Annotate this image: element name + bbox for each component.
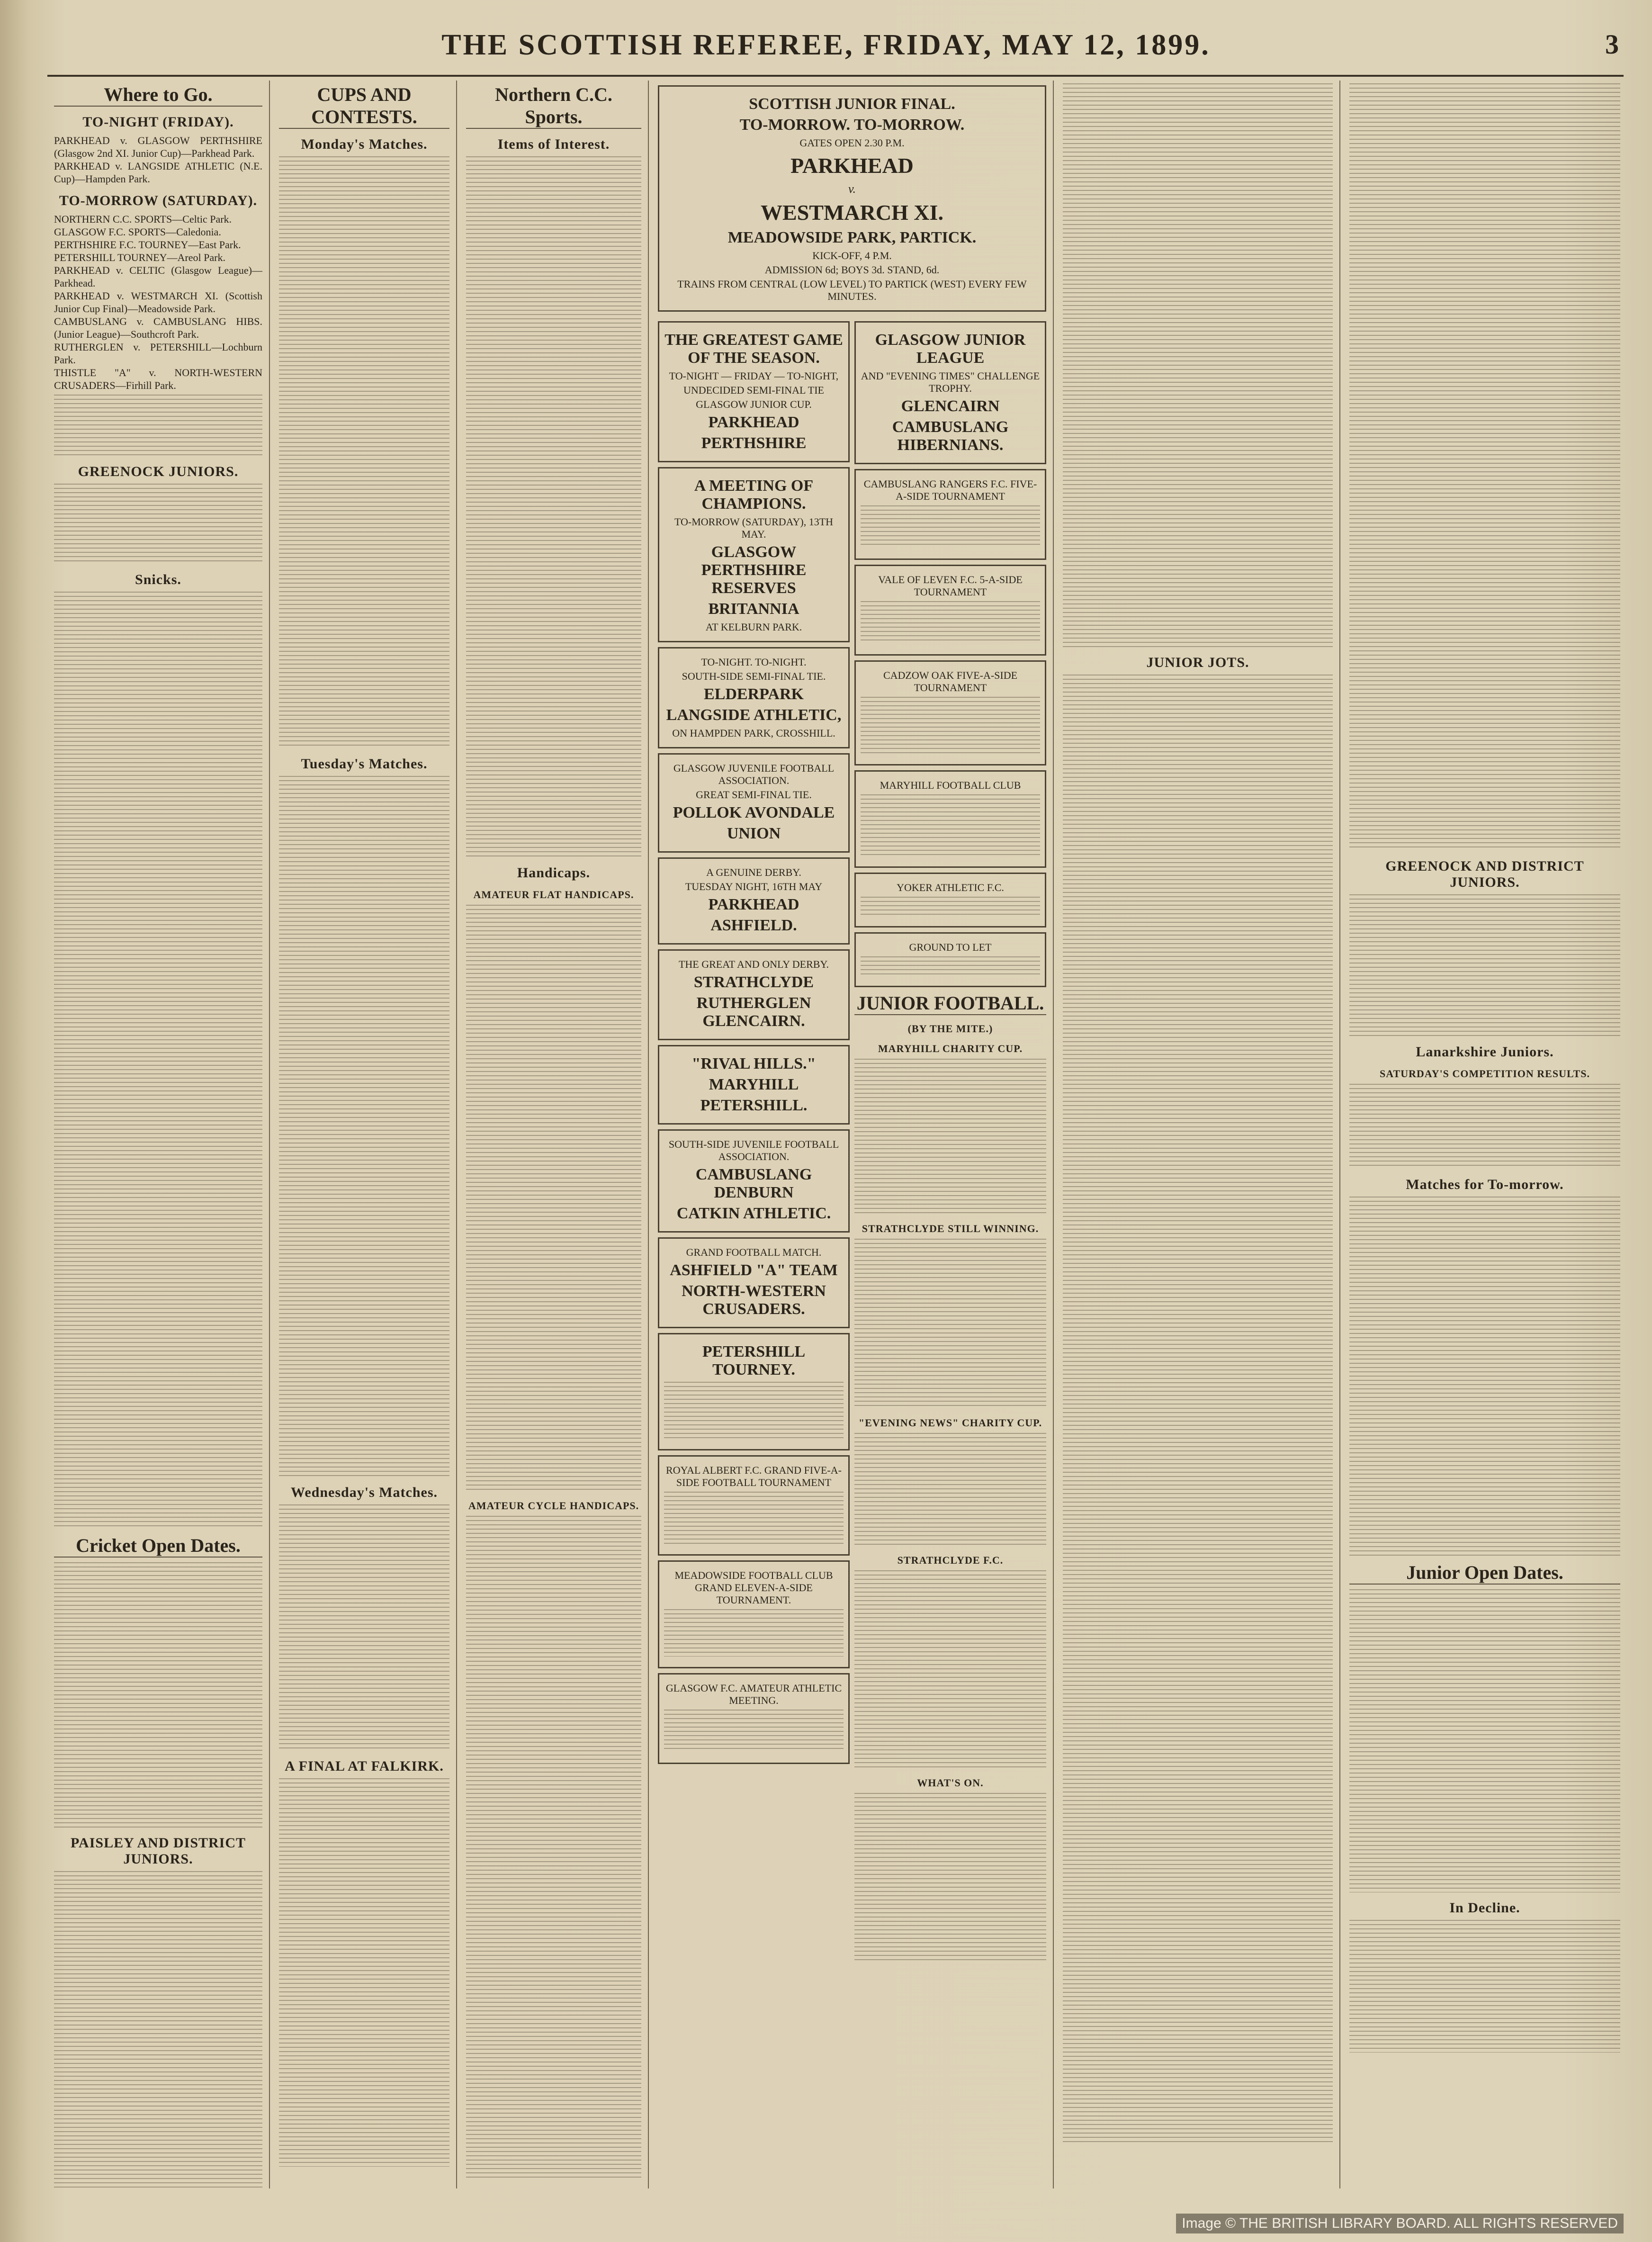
ad-line: ADMISSION 6d; BOYS 3d. STAND, 6d.	[764, 264, 940, 276]
list-item: PARKHEAD v. WESTMARCH XI. (Scottish Junior Cup Final)—Meadowside Park.	[54, 290, 262, 315]
ad-title: YOKER ATHLETIC F.C.	[897, 882, 1004, 893]
body-text	[466, 156, 641, 857]
tomorrow-heading: TO-MORROW (SATURDAY).	[59, 193, 258, 208]
ad-juvenile-association	[658, 753, 850, 853]
northern-sports-heading: Northern C.C. Sports.	[466, 83, 641, 129]
ad-maryhill-fc	[854, 770, 1046, 868]
ad-team: PARKHEAD	[708, 896, 799, 913]
ad-title: THE GREAT AND ONLY DERBY.	[678, 958, 829, 970]
body-text	[54, 592, 262, 1530]
body-text	[279, 776, 449, 1477]
ad-team: GLASGOW PERTHSHIRE RESERVES	[701, 543, 807, 597]
list-item: THISTLE "A" v. NORTH-WESTERN CRUSADERS—Firhill Park.	[54, 367, 262, 391]
wednesday-matches-heading: Wednesday's Matches.	[290, 1485, 438, 1500]
ad-body	[664, 1710, 844, 1752]
ad-column-right	[854, 316, 1046, 1968]
ad-line: TO-MORROW (SATURDAY), 13TH MAY.	[674, 516, 834, 540]
ad-title: A GENUINE DERBY.	[706, 866, 801, 878]
handicaps-heading: Handicaps.	[517, 865, 591, 881]
amateur-cycle-heading: AMATEUR CYCLE HANDICAPS.	[468, 1500, 639, 1512]
body-text	[1349, 1197, 1620, 1557]
ad-team: STRATHCLYDE	[693, 973, 814, 991]
body-text	[279, 156, 449, 748]
ad-south-side-semi	[658, 647, 850, 748]
ad-title: SCOTTISH JUNIOR FINAL.	[749, 95, 955, 113]
body-text	[854, 1570, 1046, 1769]
masthead-rule	[47, 75, 1624, 77]
ad-southside-juvenile	[658, 1129, 850, 1233]
cricket-open-dates-heading: Cricket Open Dates.	[54, 1534, 262, 1558]
amateur-flat-heading: AMATEUR FLAT HANDICAPS.	[473, 889, 634, 900]
ad-title: THE GREATEST GAME OF THE SEASON.	[664, 331, 843, 367]
ad-yoker-athletic	[854, 873, 1046, 927]
saturday-results-heading: SATURDAY'S COMPETITION RESULTS.	[1379, 1068, 1590, 1080]
body-text	[854, 1239, 1046, 1409]
strathclyde-heading: STRATHCLYDE STILL WINNING.	[862, 1223, 1039, 1234]
ad-line: AND "EVENING TIMES" CHALLENGE TROPHY.	[861, 370, 1040, 394]
ad-body	[861, 897, 1040, 916]
ad-ground-to-let	[854, 932, 1046, 987]
body-text	[54, 484, 262, 564]
body-text	[854, 1433, 1046, 1547]
body-text	[1349, 894, 1620, 1036]
ad-line: TUESDAY NIGHT, 16TH MAY	[685, 881, 823, 892]
ad-team: NORTH-WESTERN CRUSADERS.	[682, 1282, 826, 1318]
ad-team: WESTMARCH XI.	[761, 200, 943, 225]
ad-team: CAMBUSLANG DENBURN	[695, 1166, 812, 1201]
ad-rival-hills	[658, 1045, 850, 1125]
list-item: NORTHERN C.C. SPORTS—Celtic Park.	[54, 213, 232, 225]
junior-football-heading: JUNIOR FOOTBALL.	[854, 992, 1046, 1015]
ad-line: KICK-OFF, 4 P.M.	[812, 250, 892, 261]
ad-line: GATES OPEN 2.30 P.M.	[799, 137, 905, 149]
ad-venue: MEADOWSIDE PARK, PARTICK.	[727, 229, 977, 246]
greenock-district-heading: GREENOCK AND DISTRICT JUNIORS.	[1385, 858, 1584, 890]
ad-line: SOUTH-SIDE SEMI-FINAL TIE.	[682, 670, 826, 682]
ad-title: VALE OF LEVEN F.C. 5-A-SIDE TOURNAMENT	[878, 574, 1023, 598]
by-the-mite: (BY THE MITE.)	[907, 1023, 993, 1035]
tonight-heading: TO-NIGHT (FRIDAY).	[82, 114, 234, 130]
maryhill-charity-heading: MARYHILL CHARITY CUP.	[878, 1043, 1023, 1054]
body-text	[854, 1793, 1046, 1963]
list-item: GLASGOW F.C. SPORTS—Caledonia.	[54, 226, 221, 238]
items-of-interest-heading: Items of Interest.	[497, 136, 610, 152]
tuesday-matches-heading: Tuesday's Matches.	[301, 756, 428, 772]
ad-team: MARYHILL	[709, 1076, 799, 1093]
column-junior-news	[1056, 81, 1340, 2188]
ad-line: TO-MORROW. TO-MORROW.	[739, 116, 965, 134]
ad-cambuslang-rangers	[854, 469, 1046, 560]
column-lanarkshire	[1343, 81, 1627, 2188]
list-item: PERTHSHIRE F.C. TOURNEY—East Park.	[54, 239, 241, 251]
ad-column-left	[658, 316, 850, 1968]
body-text	[854, 1059, 1046, 1215]
masthead	[0, 28, 1652, 76]
column-cups-and-contests	[272, 81, 457, 2188]
ad-versus: v.	[848, 182, 856, 196]
column-where-to-go	[47, 81, 270, 2188]
ad-title: PETERSHILL TOURNEY.	[702, 1343, 806, 1378]
ad-title: GRAND FOOTBALL MATCH.	[686, 1246, 822, 1258]
cups-contests-heading: CUPS AND CONTESTS.	[279, 83, 449, 129]
ad-title: GLASGOW F.C. AMATEUR ATHLETIC MEETING.	[665, 1682, 842, 1706]
body-text	[1349, 1920, 1620, 2053]
ad-team: BRITANNIA	[708, 600, 799, 618]
ad-title: GROUND TO LET	[909, 941, 992, 953]
ad-title: CADZOW OAK FIVE-A-SIDE TOURNAMENT	[883, 669, 1018, 693]
ad-petershill-tourney	[658, 1333, 850, 1450]
ad-glasgow-junior-league	[854, 321, 1046, 464]
ad-only-derby	[658, 949, 850, 1040]
ad-team: ASHFIELD.	[710, 917, 797, 934]
ad-title: MEADOWSIDE FOOTBALL CLUB GRAND ELEVEN-A-SIDE TOURNAMENT.	[674, 1569, 833, 1606]
ad-team: PARKHEAD	[708, 414, 799, 431]
ad-title: ROYAL ALBERT F.C. GRAND FIVE-A-SIDE FOOTBALL TOURNAMENT	[666, 1464, 842, 1488]
ad-vale-of-leven	[854, 565, 1046, 656]
ad-title: CAMBUSLANG RANGERS F.C. FIVE-A-SIDE TOURNAMENT	[863, 478, 1037, 502]
body-text	[54, 1871, 262, 2188]
results-table	[466, 905, 641, 1492]
ad-team: GLENCAIRN	[901, 397, 1000, 415]
ad-team: ASHFIELD "A" TEAM	[670, 1261, 838, 1279]
ad-body	[861, 697, 1040, 754]
ad-meadowside	[658, 1560, 850, 1668]
ad-body	[861, 794, 1040, 856]
ad-team: CATKIN ATHLETIC.	[676, 1205, 831, 1222]
ad-greatest-game	[658, 321, 850, 462]
page-number: 3	[1605, 29, 1619, 60]
ad-venue: AT KELBURN PARK.	[705, 621, 802, 633]
ad-meeting-champions	[658, 467, 850, 642]
greenock-juniors-heading: GREENOCK JUNIORS.	[78, 464, 239, 479]
matches-tomorrow-heading: Matches for To-morrow.	[1406, 1177, 1564, 1192]
body-text	[1349, 1589, 1620, 1892]
ad-title: TO-NIGHT. TO-NIGHT.	[701, 656, 807, 668]
list-item: PARKHEAD v. GLASGOW PERTHSHIRE (Glasgow 2nd XI. Junior Cup)—Parkhead Park.	[54, 135, 262, 159]
ad-team: LANGSIDE ATHLETIC,	[666, 706, 842, 724]
body-text	[1063, 675, 1333, 2143]
body-text	[54, 1562, 262, 1828]
list-item: PARKHEAD v. CELTIC (Glasgow League)—Parkhead.	[54, 264, 262, 289]
ad-grand-match	[658, 1237, 850, 1328]
ad-body	[861, 956, 1040, 975]
evening-news-heading: "EVENING NEWS" CHARITY CUP.	[858, 1417, 1042, 1429]
ad-title: A MEETING OF CHAMPIONS.	[694, 477, 814, 513]
ad-team: RUTHERGLEN GLENCAIRN.	[696, 994, 811, 1030]
ad-title: SOUTH-SIDE JUVENILE FOOTBALL ASSOCIATION.	[668, 1138, 839, 1162]
snicks-heading: Snicks.	[135, 572, 181, 587]
junior-jots-heading: JUNIOR JOTS.	[1146, 655, 1249, 670]
ad-title: GLASGOW JUVENILE FOOTBALL ASSOCIATION.	[673, 762, 835, 786]
column-northern-cc-sports	[459, 81, 649, 2188]
list-item: CAMBUSLANG v. CAMBUSLANG HIBS. (Junior League)—Southcroft Park.	[54, 315, 262, 340]
where-to-go-heading: Where to Go.	[54, 83, 262, 107]
results-table	[466, 1516, 641, 2179]
ad-body	[861, 505, 1040, 548]
ad-row	[658, 316, 1046, 1968]
paisley-juniors-heading: PAISLEY AND DISTRICT JUNIORS.	[70, 1835, 246, 1867]
junior-open-dates-heading: Junior Open Dates.	[1349, 1561, 1620, 1585]
ad-title: "RIVAL HILLS."	[691, 1055, 816, 1072]
final-falkirk-heading: A FINAL AT FALKIRK.	[285, 1758, 444, 1774]
ad-line: TRAINS FROM CENTRAL (LOW LEVEL) TO PARTICK (WEST) EVERY FEW MINUTES.	[677, 278, 1027, 302]
ad-team: PARKHEAD	[790, 153, 914, 178]
ad-team: UNION	[727, 825, 781, 842]
ad-title: MARYHILL FOOTBALL CLUB	[880, 779, 1021, 791]
monday-matches-heading: Monday's Matches.	[301, 136, 428, 152]
ad-body	[664, 1492, 844, 1544]
ad-team: POLLOK AVONDALE	[673, 804, 835, 821]
ad-venue: ON HAMPDEN PARK, CROSSHILL.	[672, 727, 835, 739]
in-decline-heading: In Decline.	[1449, 1900, 1520, 1916]
ad-cadzow-oak	[854, 660, 1046, 765]
ad-line: TO-NIGHT — FRIDAY — TO-NIGHT,	[669, 370, 839, 382]
column-advertisements	[651, 81, 1054, 2188]
ad-title: GLASGOW JUNIOR LEAGUE	[875, 331, 1026, 367]
body-text	[279, 1504, 449, 1751]
list-item: RUTHERGLEN v. PETERSHILL—Lochburn Park.	[54, 341, 262, 366]
list-item: PETERSHILL TOURNEY—Areol Park.	[54, 252, 225, 263]
ad-glasgow-athletic	[658, 1673, 850, 1764]
body-text	[54, 395, 262, 456]
ad-genuine-derby	[658, 857, 850, 945]
results-table	[1349, 1084, 1620, 1169]
whats-on-heading: WHAT'S ON.	[917, 1777, 984, 1789]
ad-team: CAMBUSLANG HIBERNIANS.	[892, 418, 1009, 454]
ad-royal-albert	[658, 1455, 850, 1556]
ad-line: GLASGOW JUNIOR CUP.	[696, 398, 812, 410]
list-item: PARKHEAD v. LANGSIDE ATHLETIC (N.E. Cup)—Hampden Park.	[54, 160, 262, 185]
ad-body	[664, 1609, 844, 1657]
strathclyde-fc-heading: STRATHCLYDE F.C.	[897, 1554, 1004, 1566]
body-text	[1349, 83, 1620, 851]
body-text	[1063, 83, 1333, 647]
lanarkshire-heading: Lanarkshire Juniors.	[1416, 1044, 1554, 1060]
ad-body	[664, 1382, 844, 1439]
ad-team: PETERSHILL.	[700, 1097, 808, 1114]
ad-body	[861, 601, 1040, 644]
body-text	[279, 1778, 449, 2167]
ad-line: UNDECIDED SEMI-FINAL TIE	[683, 384, 824, 396]
ad-scottish-junior-final	[658, 85, 1046, 312]
ad-line: GREAT SEMI-FINAL TIE.	[696, 789, 812, 801]
ad-team: PERTHSHIRE	[701, 434, 807, 452]
masthead-title: THE SCOTTISH REFEREE, FRIDAY, MAY 12, 1899.	[441, 29, 1211, 61]
copyright-footer: Image © THE BRITISH LIBRARY BOARD. ALL RIGHTS RESERVED	[1176, 2214, 1624, 2233]
ad-team: ELDERPARK	[704, 685, 804, 703]
